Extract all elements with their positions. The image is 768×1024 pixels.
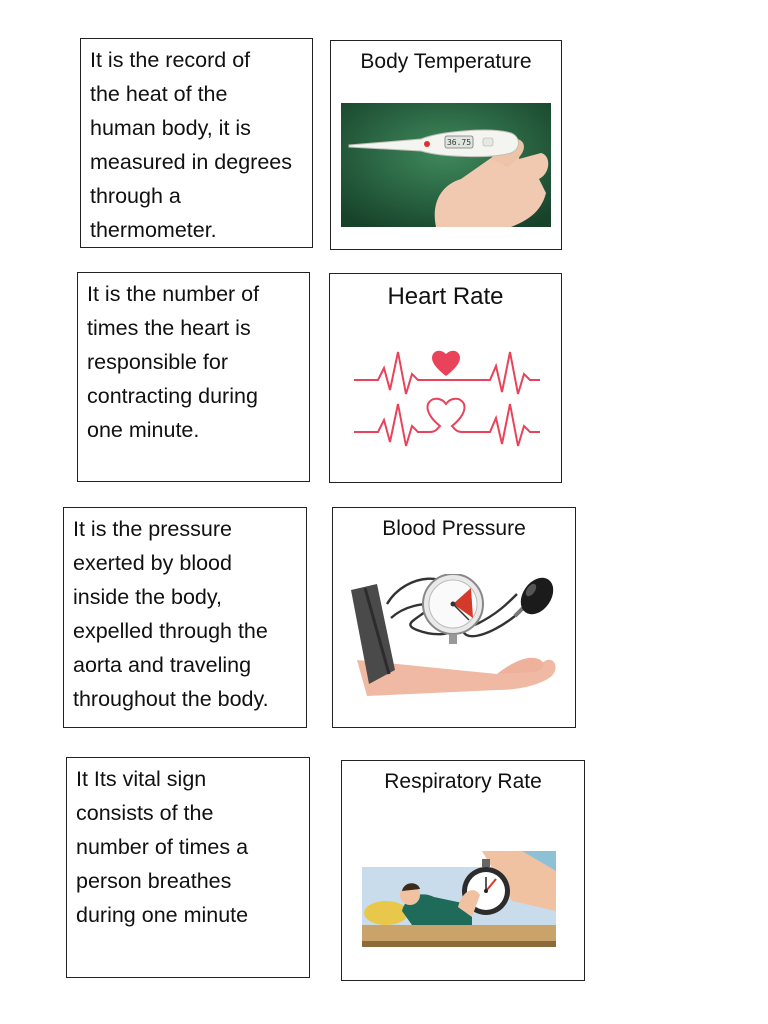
card-title: Heart Rate [387, 283, 504, 310]
title-card-heart-rate [329, 273, 562, 483]
description-card-body-temperature [80, 38, 313, 248]
title-card-respiratory-rate [341, 760, 585, 981]
card-title: Body Temperature [360, 50, 532, 73]
card-title: Respiratory Rate [384, 770, 542, 793]
description-card-heart-rate [77, 272, 310, 482]
stopwatch-icon [362, 851, 556, 955]
description-text: It is the number of times the heart is responsible for contracting during one minute. [87, 282, 260, 442]
sphygmomanometer-icon [347, 574, 561, 704]
description-text: It is the record of the heat of the human body, it is measured in degrees through a thermometer. [90, 48, 292, 242]
description-text: It Its vital sign consists of the number of times a person breathes during one minute [76, 767, 249, 927]
description-card-blood-pressure [63, 507, 307, 728]
title-card-blood-pressure [332, 507, 576, 728]
heartbeat-icon [350, 344, 542, 454]
description-text: It is the pressure exerted by blood inside the body, expelled through the aorta and traveling throughout the body. [73, 517, 269, 711]
description-card-respiratory-rate [66, 757, 310, 978]
thermometer-icon [341, 103, 551, 227]
thermometer-reading: 36.75 [446, 138, 472, 147]
title-card-body-temperature [330, 40, 562, 250]
card-title: Blood Pressure [382, 517, 526, 540]
